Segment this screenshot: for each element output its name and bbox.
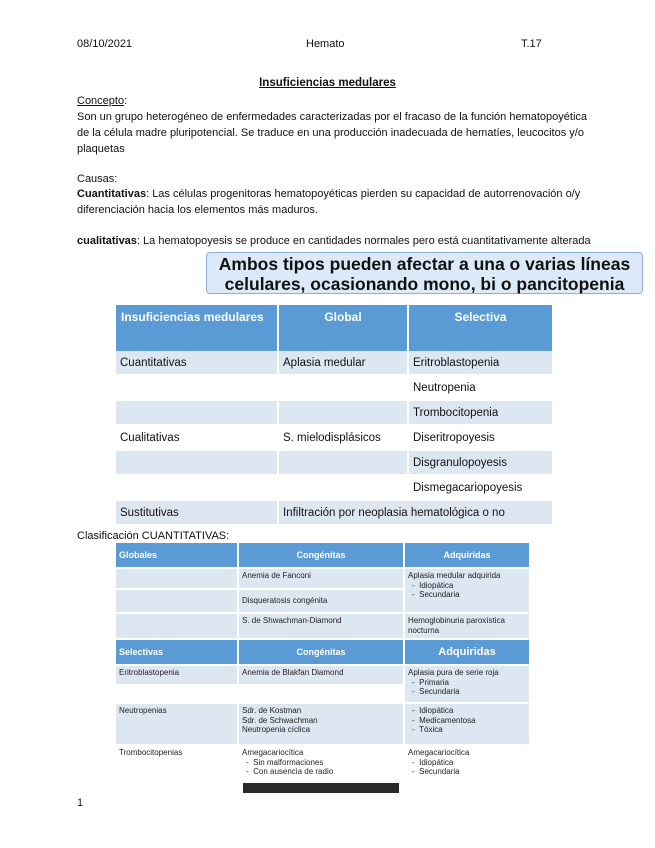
list-item: - Secundaria — [412, 687, 460, 696]
clasificacion-label: Clasificación CUANTITATIVAS: — [77, 530, 230, 542]
table-cell: Trombocitopenia — [408, 400, 553, 425]
overlay-bar — [243, 783, 399, 793]
table-row — [116, 568, 530, 589]
t2-header-congenitas: Congénitas — [238, 543, 404, 568]
t2-header-congenitas-2: Congénitas — [238, 639, 404, 665]
table-cell: Trombocitopenias — [116, 745, 238, 783]
table-cell — [278, 475, 408, 500]
table-cell: Neutropenias — [116, 703, 238, 745]
list-item: Sdr. de Kostman — [242, 706, 302, 715]
cell-line: Amegacariocítica — [242, 748, 304, 757]
t2-header-selectivas: Selectivas — [116, 639, 238, 665]
table-cell: Neutropenia — [408, 375, 553, 400]
header-subject: Hemato — [306, 38, 345, 50]
table-cell — [116, 450, 278, 475]
table-cell — [116, 589, 238, 613]
list-item: - Idiopática — [412, 757, 454, 767]
table-cell: Cuantitativas — [116, 351, 278, 375]
t2-header-adquiridas-2: Adquiridas — [404, 639, 530, 665]
table-cell — [404, 665, 530, 703]
table-cell — [278, 400, 408, 425]
table-row — [116, 400, 553, 425]
list-item: - Secundaria — [412, 590, 460, 599]
cuantitativas-text: : Las células progenitoras hematopoyéticas pierden su capacidad de autorrenovación o/y diferenciación hacia los elementos más maduros. — [77, 188, 581, 216]
list-item: - Secundaria — [412, 767, 460, 776]
list-item: - Idiopática — [412, 706, 454, 715]
callout-box: Ambos tipos pueden afectar a una o varias líneas celulares, ocasionando mono, bi o pancitopenia — [206, 252, 643, 294]
clasificacion-table — [116, 543, 531, 784]
table-cell — [116, 400, 278, 425]
table-cell: Infiltración por neoplasia hematológica o no — [278, 500, 553, 525]
table-cell: Anemia de Blakfan Diamond — [238, 665, 404, 685]
list-item: Neutropenia cíclica — [242, 725, 311, 734]
table-cell: Diseritropoyesis — [408, 425, 553, 450]
concepto-text: Son un grupo heterogéneo de enfermedades caracterizadas por el fracaso de la función hematopoyética de la célula madre pluripotencial. Se traduce en una producción inadecuada de hematíes, leucocitos y/o plaquetas — [77, 111, 588, 155]
table-cell — [238, 685, 404, 703]
table-cell: Cualitativas — [116, 425, 278, 450]
table-cell: S. mielodisplásicos — [278, 425, 408, 450]
insuficiencias-table — [116, 305, 554, 526]
list-item: - Primaria — [412, 677, 449, 687]
table-cell — [116, 568, 238, 589]
cuantitativas-label: Cuantitativas — [77, 188, 147, 200]
cell-line: Amegacariocítica — [408, 748, 470, 757]
header-topic: T.17 — [521, 38, 542, 50]
table-row — [116, 375, 553, 400]
table-row — [116, 613, 530, 639]
table-row — [116, 500, 553, 525]
list-item: - Sin malformaciones — [246, 757, 324, 767]
table-cell: Eritroblastopenia — [408, 351, 553, 375]
list-item: - Medicamentosa — [412, 715, 476, 725]
table-cell — [116, 375, 278, 400]
table-cell: S. de Shwachman-Diamond — [238, 613, 404, 639]
table-cell — [404, 703, 530, 745]
table-row — [116, 703, 530, 745]
table-cell — [116, 475, 278, 500]
table-cell: Eritroblastopenia — [116, 665, 238, 685]
cell-line: Aplasia medular adquirida — [408, 571, 501, 580]
table-cell — [238, 745, 404, 783]
page-number: 1 — [77, 797, 84, 809]
table-cell: Hemoglobinuria paroxística nocturna — [404, 613, 530, 639]
header-date: 08/10/2021 — [77, 38, 133, 50]
table-row — [116, 450, 553, 475]
causas-cualitativas — [77, 233, 597, 249]
list-item: - Con ausencia de radio — [246, 767, 334, 776]
table-cell — [278, 450, 408, 475]
cualitativas-text: : La hematopoyesis se produce en cantidades normales pero está cuantitativamente alterada — [136, 235, 591, 247]
table-cell: Sustitutivas — [116, 500, 278, 525]
table-row — [116, 475, 553, 500]
page-title: Insuficiencias medulares — [259, 77, 396, 89]
table-cell — [404, 568, 530, 613]
t2-header-globales: Globales — [116, 543, 238, 568]
table-cell: Aplasia medular — [278, 351, 408, 375]
table-cell: Disqueratosis congénita — [238, 589, 404, 613]
cualitativas-label: cualitativas — [77, 235, 137, 247]
table-row — [116, 745, 530, 783]
t1-header-1: Global — [278, 305, 408, 351]
table-row — [116, 665, 530, 685]
list-item: Sdr. de Schwachman — [242, 715, 318, 725]
table-row — [116, 351, 553, 375]
table-cell: Dismegacariopoyesis — [408, 475, 553, 500]
list-item: - Tóxica — [412, 725, 443, 734]
table-cell — [116, 685, 238, 703]
causas-label: Causas: — [77, 173, 118, 185]
t2-header-adquiridas: Adquiridas — [404, 543, 530, 568]
table-cell: Disgranulopoyesis — [408, 450, 553, 475]
t1-header-0: Insuficiencias medulares — [116, 305, 278, 351]
concepto-label: Concepto — [77, 95, 125, 107]
table-cell — [116, 613, 238, 639]
table-cell — [404, 745, 530, 783]
list-item: - Idiopática — [412, 580, 454, 590]
causas-cuantitativas — [77, 186, 597, 218]
table-row — [116, 425, 553, 450]
table-cell: Anemia de Fanconi — [238, 568, 404, 589]
table-cell — [238, 703, 404, 745]
cell-line: Aplasia pura de serie roja — [408, 668, 499, 677]
concepto-section: Concepto: Son un grupo heterogéneo de enfermedades caracterizadas por el fracaso de la función hematopoyética de la célula madre pluripotencial. Se traduce en una producción inadecuada de hematíes, leucocitos y/o plaquetas — [77, 95, 588, 155]
table-cell — [278, 375, 408, 400]
t1-header-2: Selectiva — [408, 305, 553, 351]
